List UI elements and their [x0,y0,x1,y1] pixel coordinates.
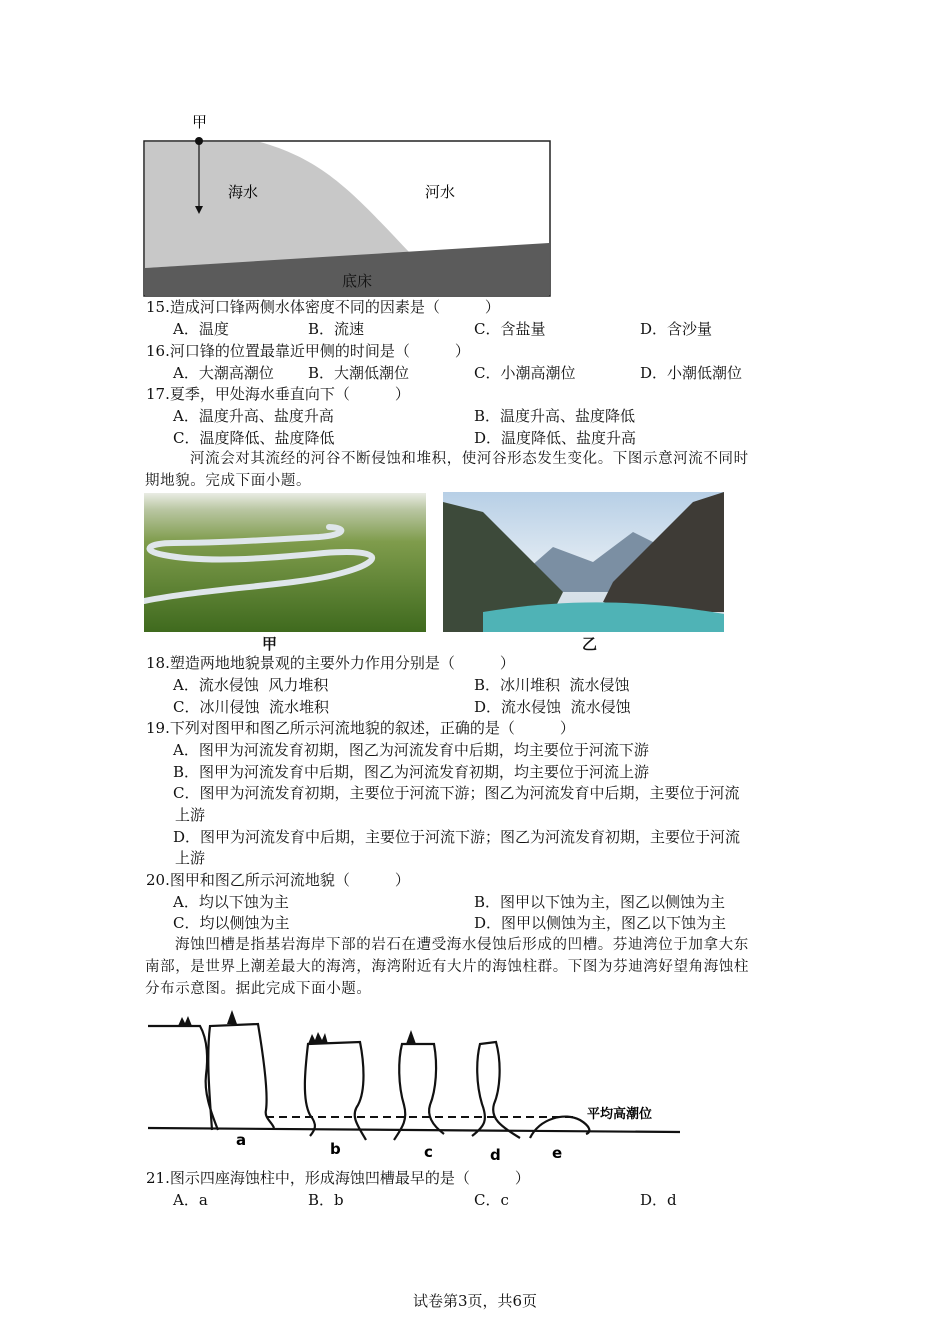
question-number: 20. [146,871,170,889]
reading-passage-2-line-3: 分布示意图。据此完成下面小题。 [145,981,372,997]
question-text: 图甲和图乙所示河流地貌（ ） [169,871,410,889]
question-21 [146,1168,530,1188]
question-number: 18. [146,654,170,672]
option-a[interactable]: A．温度升高、盐度升高 [173,407,334,425]
option-c-continued: 上游 [175,806,206,824]
option-c[interactable]: C．图甲为河流发育初期，主要位于河流下游；图乙为河流发育中后期，主要位于河流 [173,784,740,802]
stack-label-d: d [490,1146,501,1164]
question-18 [146,653,515,673]
tree-icon [308,1032,328,1044]
option-b[interactable]: B．大潮低潮位 [308,364,410,382]
stack-label-b: b [330,1140,341,1158]
option-b[interactable]: B．图甲为河流发育中后期，图乙为河流发育初期，均主要位于河流上游 [173,763,650,781]
seawater-label: 海水 [228,183,259,201]
option-c[interactable]: C．冰川侵蚀 流水堆积 [173,698,330,716]
option-b[interactable]: B．b [308,1191,344,1209]
estuary-front-diagram [140,110,555,300]
option-b[interactable]: B．冰川堆积 流水侵蚀 [474,676,630,694]
option-c[interactable]: C．均以侧蚀为主 [173,914,290,932]
question-number: 15. [146,298,170,316]
question-17 [146,384,410,404]
tree-icon [227,1010,237,1024]
reading-passage-2-line-2: 南部，是世界上潮差最大的海湾，海湾附近有大片的海蚀柱群。下图为芬迪湾好望角海蚀柱 [145,959,749,975]
sea-stack-diagram [140,1000,680,1165]
river-bed-label: 底床 [342,272,373,290]
question-20 [146,870,410,890]
option-d[interactable]: D．小潮低潮位 [640,364,743,382]
photo-river-gorge [443,492,724,632]
page-footer: 试卷第3页，共6页 [412,1292,538,1310]
sea-stack-b [305,1042,366,1140]
option-c[interactable]: C．含盐量 [474,320,546,338]
photo-caption-jia: 甲 [262,635,278,653]
option-c[interactable]: C．温度降低、盐度降低 [173,429,335,447]
option-a[interactable]: A．流水侵蚀 风力堆积 [173,676,329,694]
question-15 [146,297,500,317]
stack-label-a: a [236,1131,247,1149]
option-c[interactable]: C．c [474,1191,509,1209]
sea-stack-c [394,1044,444,1140]
sea-stack-a [208,1024,274,1130]
stack-label-c: c [424,1143,433,1161]
option-b[interactable]: B．温度升高、盐度降低 [474,407,636,425]
sea-stack-d [472,1042,520,1138]
sea-floor [148,1128,680,1132]
question-number: 16. [146,342,170,360]
reading-passage-2-line-1: 海蚀凹槽是指基岩海岸下部的岩石在遭受海水侵蚀后形成的凹槽。芬迪湾位于加拿大东 [175,937,749,953]
option-a[interactable]: A．均以下蚀为主 [173,893,289,911]
question-text: 图示四座海蚀柱中，形成海蚀凹槽最早的是（ ） [169,1169,530,1187]
photo-caption-yi: 乙 [582,635,598,653]
option-d-continued: 上游 [175,849,206,867]
option-d[interactable]: D．流水侵蚀 流水侵蚀 [474,698,631,716]
point-jia-label: 甲 [192,113,208,131]
question-number: 21. [146,1169,170,1187]
question-number: 17. [146,385,170,403]
photo-meandering-river [144,493,426,632]
question-text: 夏季，甲处海水垂直向下（ ） [169,385,410,403]
question-text: 塑造两地地貌景观的主要外力作用分别是（ ） [169,654,515,672]
option-c[interactable]: C．小潮高潮位 [474,364,576,382]
option-a[interactable]: A．温度 [173,320,229,338]
reading-passage-1-line-2: 期地貌。完成下面小题。 [145,473,312,489]
reading-passage-1-line-1: 河流会对其流经的河谷不断侵蚀和堆积，使河谷形态发生变化。下图示意河流不同时 [190,451,749,467]
option-d[interactable]: D．d [640,1191,677,1209]
tree-icon [406,1030,416,1044]
tree-icon [178,1016,192,1026]
option-a[interactable]: A．大潮高潮位 [173,364,274,382]
question-number: 19. [146,719,170,737]
option-d[interactable]: D．图甲以侧蚀为主，图乙以下蚀为主 [474,914,727,932]
coastal-cliff [148,1026,218,1130]
question-text: 造成河口锋两侧水体密度不同的因素是（ ） [169,298,500,316]
option-b[interactable]: B．图甲以下蚀为主，图乙以侧蚀为主 [474,893,726,911]
question-text: 下列对图甲和图乙所示河流地貌的叙述，正确的是（ ） [169,719,575,737]
question-16 [146,341,470,361]
option-d[interactable]: D．含沙量 [640,320,713,338]
option-a[interactable]: A．a [173,1191,208,1209]
sea-stack-e [530,1117,589,1138]
option-d[interactable]: D．图甲为河流发育中后期，主要位于河流下游；图乙为河流发育初期，主要位于河流 [173,828,741,846]
river-water-label: 河水 [425,183,456,201]
option-a[interactable]: A．图甲为河流发育初期，图乙为河流发育中后期，均主要位于河流下游 [173,741,649,759]
stack-label-e: e [552,1144,563,1162]
question-text: 河口锋的位置最靠近甲侧的时间是（ ） [169,342,470,360]
question-19 [146,718,575,738]
option-d[interactable]: D．温度降低、盐度升高 [474,429,637,447]
option-b[interactable]: B．流速 [308,320,365,338]
mean-high-tide-label: 平均高潮位 [587,1107,653,1122]
